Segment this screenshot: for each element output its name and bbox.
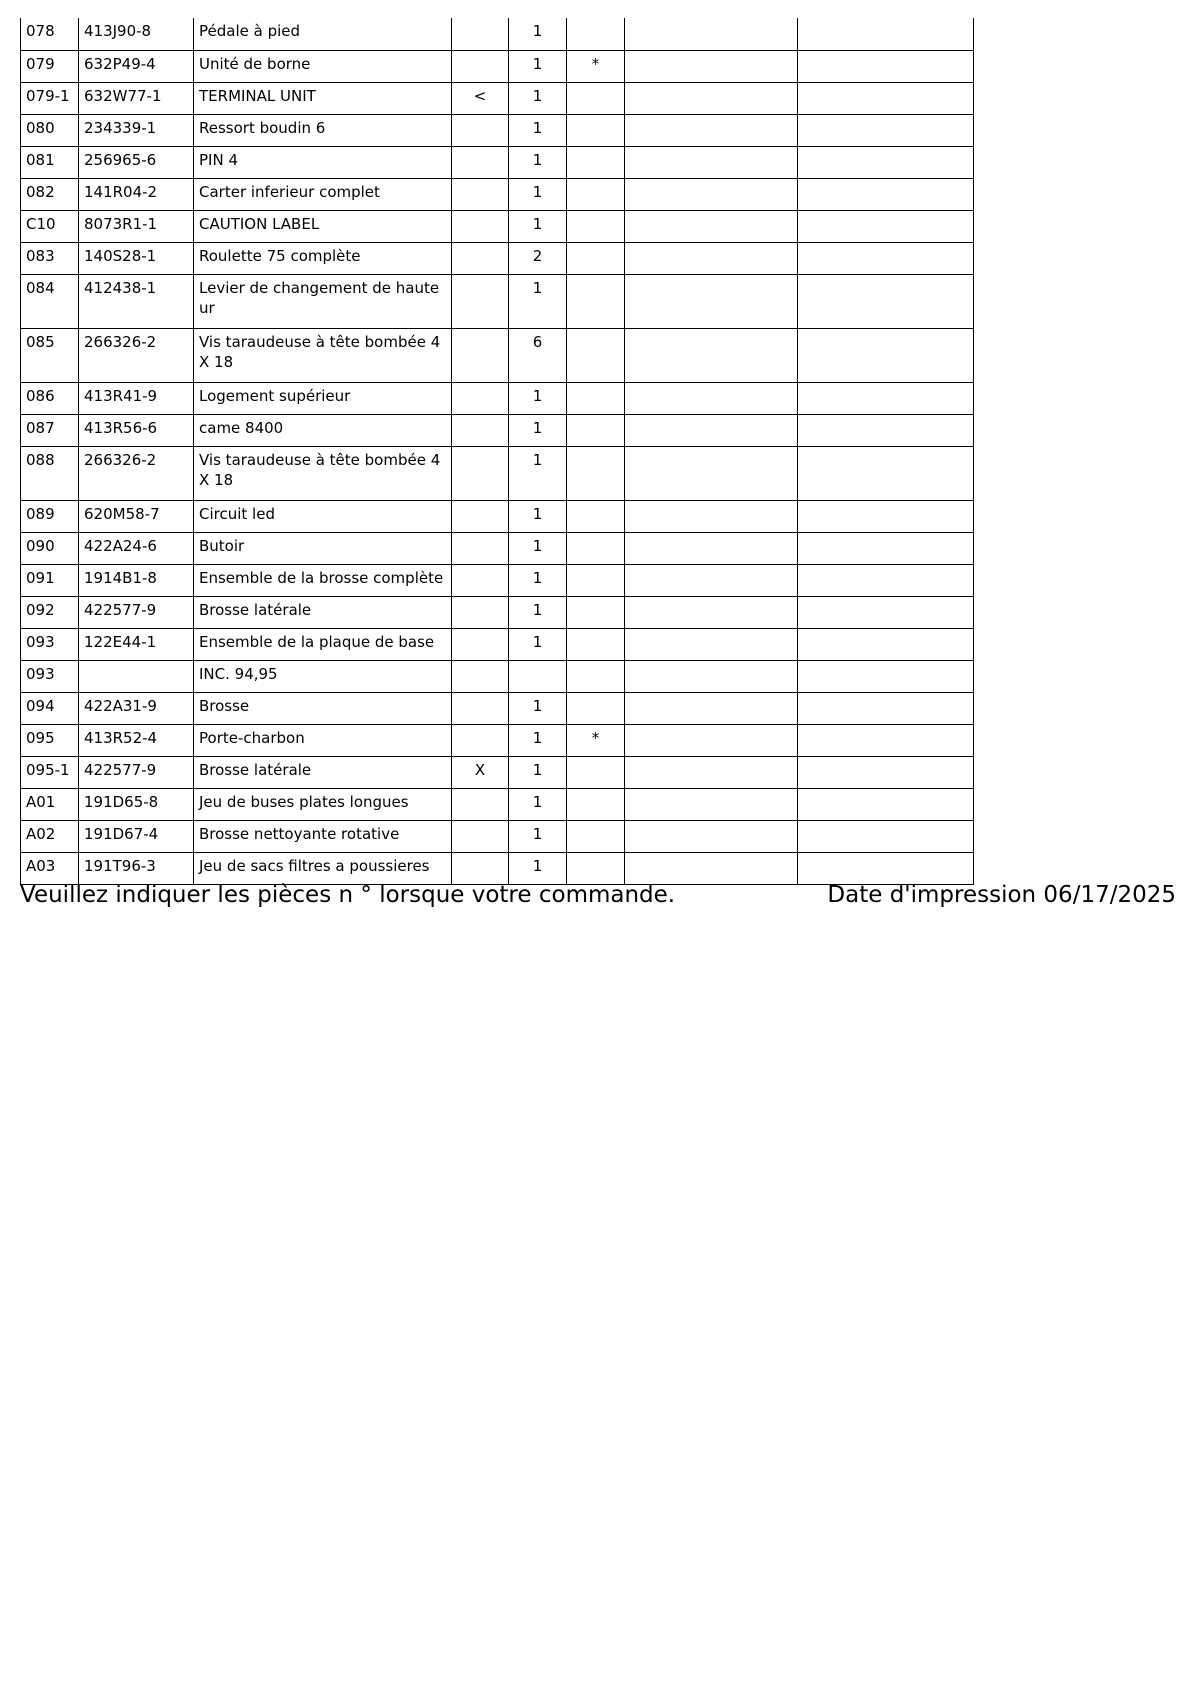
mark-cell: [452, 210, 509, 242]
print-date: Date d'impression 06/17/2025: [827, 882, 1176, 908]
description-cell: Ensemble de la brosse complète: [194, 564, 452, 596]
part-number-cell: 256965-6: [79, 146, 194, 178]
item-number-cell: 086: [21, 382, 79, 414]
mark-cell: [452, 18, 509, 50]
quantity-cell: 1: [509, 564, 567, 596]
mark-cell: [452, 274, 509, 328]
blank-cell-1: [625, 114, 798, 146]
description-cell: Ressort boudin 6: [194, 114, 452, 146]
note-star-cell: [567, 788, 625, 820]
part-number-cell: 140S28-1: [79, 242, 194, 274]
note-star-cell: [567, 382, 625, 414]
item-number-cell: 083: [21, 242, 79, 274]
blank-cell-1: [625, 564, 798, 596]
note-star-cell: [567, 564, 625, 596]
description-cell: PIN 4: [194, 146, 452, 178]
quantity-cell: 6: [509, 328, 567, 382]
item-number-cell: 079-1: [21, 82, 79, 114]
mark-cell: [452, 382, 509, 414]
note-star-cell: [567, 274, 625, 328]
blank-cell-2: [798, 414, 974, 446]
quantity-cell: 1: [509, 852, 567, 884]
note-star-cell: [567, 146, 625, 178]
table-row: [21, 532, 974, 564]
item-number-cell: 095-1: [21, 756, 79, 788]
quantity-cell: 1: [509, 788, 567, 820]
mark-cell: [452, 500, 509, 532]
note-star-cell: [567, 596, 625, 628]
table-row: [21, 274, 974, 328]
note-star-cell: [567, 660, 625, 692]
blank-cell-2: [798, 82, 974, 114]
item-number-cell: A01: [21, 788, 79, 820]
item-number-cell: 079: [21, 50, 79, 82]
description-cell: CAUTION LABEL: [194, 210, 452, 242]
quantity-cell: 2: [509, 242, 567, 274]
mark-cell: [452, 596, 509, 628]
blank-cell-1: [625, 328, 798, 382]
blank-cell-1: [625, 274, 798, 328]
item-number-cell: 092: [21, 596, 79, 628]
blank-cell-1: [625, 532, 798, 564]
quantity-cell: 1: [509, 114, 567, 146]
table-row: [21, 446, 974, 500]
table-row: [21, 114, 974, 146]
description-cell: Circuit led: [194, 500, 452, 532]
part-number-cell: 191D65-8: [79, 788, 194, 820]
blank-cell-2: [798, 18, 974, 50]
mark-cell: [452, 446, 509, 500]
item-number-cell: 080: [21, 114, 79, 146]
quantity-cell: 1: [509, 724, 567, 756]
table-row: [21, 628, 974, 660]
item-number-cell: A02: [21, 820, 79, 852]
order-note: Veuillez indiquer les pièces n ° lorsque votre commande.: [20, 882, 676, 908]
blank-cell-1: [625, 18, 798, 50]
description-cell: Brosse latérale: [194, 756, 452, 788]
mark-cell: [452, 178, 509, 210]
mark-cell: [452, 146, 509, 178]
mark-cell: [452, 328, 509, 382]
item-number-cell: 090: [21, 532, 79, 564]
note-star-cell: *: [567, 724, 625, 756]
part-number-cell: 122E44-1: [79, 628, 194, 660]
description-cell: Unité de borne: [194, 50, 452, 82]
table-row: [21, 692, 974, 724]
item-number-cell: 081: [21, 146, 79, 178]
quantity-cell: 1: [509, 628, 567, 660]
note-star-cell: [567, 532, 625, 564]
quantity-cell: 1: [509, 692, 567, 724]
parts-table-body: [21, 18, 974, 884]
blank-cell-2: [798, 114, 974, 146]
quantity-cell: 1: [509, 446, 567, 500]
item-number-cell: 085: [21, 328, 79, 382]
table-row: [21, 210, 974, 242]
blank-cell-1: [625, 146, 798, 178]
description-cell: came 8400: [194, 414, 452, 446]
description-cell: Butoir: [194, 532, 452, 564]
item-number-cell: 093: [21, 660, 79, 692]
part-number-cell: 422577-9: [79, 756, 194, 788]
blank-cell-2: [798, 50, 974, 82]
description-cell: Brosse nettoyante rotative: [194, 820, 452, 852]
part-number-cell: [79, 660, 194, 692]
quantity-cell: 1: [509, 18, 567, 50]
blank-cell-2: [798, 328, 974, 382]
part-number-cell: 413R56-6: [79, 414, 194, 446]
note-star-cell: [567, 242, 625, 274]
mark-cell: [452, 50, 509, 82]
blank-cell-1: [625, 382, 798, 414]
table-row: [21, 328, 974, 382]
quantity-cell: 1: [509, 210, 567, 242]
part-number-cell: 191T96-3: [79, 852, 194, 884]
table-row: [21, 50, 974, 82]
blank-cell-1: [625, 660, 798, 692]
description-cell: Vis taraudeuse à tête bombée 4X 18: [194, 328, 452, 382]
parts-table: [20, 18, 974, 885]
part-number-cell: 632W77-1: [79, 82, 194, 114]
description-cell: TERMINAL UNIT: [194, 82, 452, 114]
note-star-cell: [567, 18, 625, 50]
blank-cell-2: [798, 788, 974, 820]
blank-cell-1: [625, 446, 798, 500]
quantity-cell: 1: [509, 82, 567, 114]
blank-cell-1: [625, 414, 798, 446]
description-cell: INC. 94,95: [194, 660, 452, 692]
note-star-cell: [567, 692, 625, 724]
blank-cell-2: [798, 382, 974, 414]
description-cell: Pédale à pied: [194, 18, 452, 50]
part-number-cell: 234339-1: [79, 114, 194, 146]
note-star-cell: [567, 210, 625, 242]
blank-cell-2: [798, 146, 974, 178]
item-number-cell: 095: [21, 724, 79, 756]
item-number-cell: 084: [21, 274, 79, 328]
blank-cell-2: [798, 660, 974, 692]
note-star-cell: [567, 114, 625, 146]
table-row: [21, 178, 974, 210]
part-number-cell: 422A24-6: [79, 532, 194, 564]
item-number-cell: C10: [21, 210, 79, 242]
description-cell: Ensemble de la plaque de base: [194, 628, 452, 660]
table-row: [21, 788, 974, 820]
note-star-cell: [567, 328, 625, 382]
blank-cell-1: [625, 596, 798, 628]
mark-cell: [452, 532, 509, 564]
blank-cell-2: [798, 692, 974, 724]
item-number-cell: 094: [21, 692, 79, 724]
item-number-cell: A03: [21, 852, 79, 884]
blank-cell-2: [798, 532, 974, 564]
table-row: [21, 242, 974, 274]
note-star-cell: [567, 414, 625, 446]
mark-cell: [452, 628, 509, 660]
quantity-cell: 1: [509, 414, 567, 446]
item-number-cell: 087: [21, 414, 79, 446]
blank-cell-2: [798, 274, 974, 328]
blank-cell-1: [625, 820, 798, 852]
note-star-cell: [567, 820, 625, 852]
description-cell: Jeu de buses plates longues: [194, 788, 452, 820]
note-star-cell: [567, 628, 625, 660]
quantity-cell: 1: [509, 820, 567, 852]
description-cell: Brosse: [194, 692, 452, 724]
blank-cell-1: [625, 50, 798, 82]
blank-cell-1: [625, 210, 798, 242]
mark-cell: [452, 242, 509, 274]
item-number-cell: 078: [21, 18, 79, 50]
item-number-cell: 088: [21, 446, 79, 500]
item-number-cell: 091: [21, 564, 79, 596]
quantity-cell: 1: [509, 274, 567, 328]
table-row: [21, 724, 974, 756]
part-number-cell: 8073R1-1: [79, 210, 194, 242]
blank-cell-1: [625, 788, 798, 820]
blank-cell-1: [625, 500, 798, 532]
quantity-cell: 1: [509, 596, 567, 628]
quantity-cell: [509, 660, 567, 692]
table-row: [21, 146, 974, 178]
blank-cell-2: [798, 564, 974, 596]
mark-cell: X: [452, 756, 509, 788]
description-cell: Carter inferieur complet: [194, 178, 452, 210]
item-number-cell: 089: [21, 500, 79, 532]
item-number-cell: 093: [21, 628, 79, 660]
note-star-cell: [567, 756, 625, 788]
mark-cell: <: [452, 82, 509, 114]
blank-cell-2: [798, 756, 974, 788]
quantity-cell: 1: [509, 382, 567, 414]
note-star-cell: [567, 500, 625, 532]
table-row: [21, 820, 974, 852]
mark-cell: [452, 820, 509, 852]
blank-cell-1: [625, 692, 798, 724]
part-number-cell: 413R52-4: [79, 724, 194, 756]
blank-cell-1: [625, 178, 798, 210]
description-cell: Jeu de sacs filtres a poussieres: [194, 852, 452, 884]
part-number-cell: 191D67-4: [79, 820, 194, 852]
table-row: [21, 596, 974, 628]
blank-cell-2: [798, 178, 974, 210]
part-number-cell: 266326-2: [79, 446, 194, 500]
table-row: [21, 414, 974, 446]
part-number-cell: 422577-9: [79, 596, 194, 628]
description-cell: Roulette 75 complète: [194, 242, 452, 274]
description-cell: Levier de changement de hauteur: [194, 274, 452, 328]
note-star-cell: *: [567, 50, 625, 82]
part-number-cell: 141R04-2: [79, 178, 194, 210]
part-number-cell: 266326-2: [79, 328, 194, 382]
note-star-cell: [567, 178, 625, 210]
mark-cell: [452, 724, 509, 756]
part-number-cell: 620M58-7: [79, 500, 194, 532]
blank-cell-1: [625, 756, 798, 788]
blank-cell-2: [798, 210, 974, 242]
mark-cell: [452, 660, 509, 692]
blank-cell-1: [625, 82, 798, 114]
quantity-cell: 1: [509, 500, 567, 532]
table-row: [21, 500, 974, 532]
blank-cell-2: [798, 820, 974, 852]
note-star-cell: [567, 446, 625, 500]
part-number-cell: 632P49-4: [79, 50, 194, 82]
part-number-cell: 422A31-9: [79, 692, 194, 724]
blank-cell-2: [798, 724, 974, 756]
part-number-cell: 412438-1: [79, 274, 194, 328]
table-row: [21, 82, 974, 114]
description-cell: Brosse latérale: [194, 596, 452, 628]
table-row: [21, 756, 974, 788]
description-cell: Vis taraudeuse à tête bombée 4X 18: [194, 446, 452, 500]
part-number-cell: 413J90-8: [79, 18, 194, 50]
quantity-cell: 1: [509, 146, 567, 178]
blank-cell-1: [625, 628, 798, 660]
blank-cell-2: [798, 446, 974, 500]
quantity-cell: 1: [509, 756, 567, 788]
quantity-cell: 1: [509, 50, 567, 82]
part-number-cell: 1914B1-8: [79, 564, 194, 596]
mark-cell: [452, 692, 509, 724]
table-row: [21, 660, 974, 692]
quantity-cell: 1: [509, 178, 567, 210]
blank-cell-1: [625, 242, 798, 274]
description-cell: Porte-charbon: [194, 724, 452, 756]
part-number-cell: 413R41-9: [79, 382, 194, 414]
mark-cell: [452, 414, 509, 446]
blank-cell-2: [798, 596, 974, 628]
blank-cell-2: [798, 242, 974, 274]
quantity-cell: 1: [509, 532, 567, 564]
blank-cell-2: [798, 628, 974, 660]
blank-cell-1: [625, 724, 798, 756]
mark-cell: [452, 114, 509, 146]
mark-cell: [452, 788, 509, 820]
table-row: [21, 18, 974, 50]
item-number-cell: 082: [21, 178, 79, 210]
blank-cell-2: [798, 500, 974, 532]
note-star-cell: [567, 82, 625, 114]
mark-cell: [452, 564, 509, 596]
description-cell: Logement supérieur: [194, 382, 452, 414]
table-row: [21, 564, 974, 596]
table-row: [21, 382, 974, 414]
